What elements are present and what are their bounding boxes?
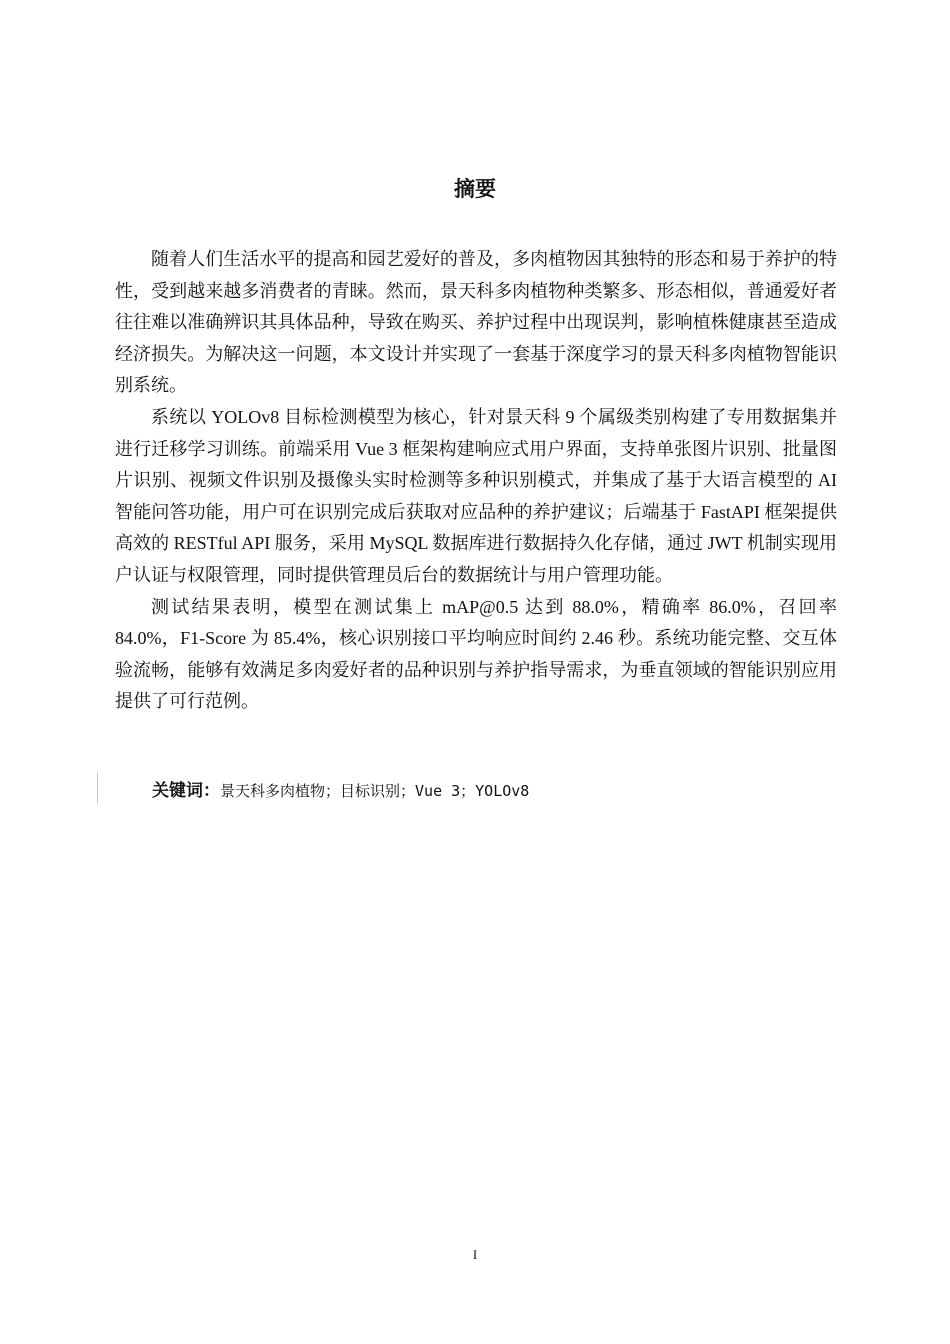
keywords-line (152, 776, 529, 806)
keywords-label: 关键词： (152, 781, 220, 801)
margin-rule (97, 772, 98, 804)
page-title: 摘要 (454, 177, 496, 201)
keywords-value: 景天科多肉植物；目标识别；Vue 3；YOLOv8 (220, 782, 530, 800)
abstract-paragraph-1: 随着人们生活水平的提高和园艺爱好的普及，多肉植物因其独特的形态和易于养护的特性，受到越来越多消费者的青睐。然而，景天科多肉植物种类繁多、形态相似，普通爱好者往往难以准确辨识其具体品种，导致在购买、养护过程中出现误判，影响植株健康甚至造成经济损失。为解决这一问题，本文设计并实现了一套基于深度学习的景天科多肉植物智能识别系统。 (115, 249, 837, 396)
abstract-paragraph-2: 系统以 YOLOv8 目标检测模型为核心，针对景天科 9 个属级类别构建了专用数据集并进行迁移学习训练。前端采用 Vue 3 框架构建响应式用户界面，支持单张图片识别、批量图片识别、视频文件识别及摄像头实时检测等多种识别模式，并集成了基于大语言模型的 AI 智能问答功能，用户可在识别完成后获取对应品种的养护建议；后端基于 FastAPI 框架提供高效的 RESTful API 服务，采用 MySQL 数据库进行数据持久化存储，通过 JWT 机制实现用户认证与权限管理，同时提供管理员后台的数据统计与用户管理功能。 (115, 406, 837, 585)
abstract-body (115, 244, 837, 718)
page-number: I (472, 1247, 478, 1262)
abstract-paragraph-3: 测试结果表明，模型在测试集上 mAP@0.5 达到 88.0%，精确率 86.0%，召回率 84.0%，F1-Score 为 85.4%，核心识别接口平均响应时间约 2.46 秒。系统功能完整、交互体验流畅，能够有效满足多肉爱好者的品种识别与养护指导需求，为垂直领域的智能识别应用提供了可行范例。 (115, 596, 837, 712)
